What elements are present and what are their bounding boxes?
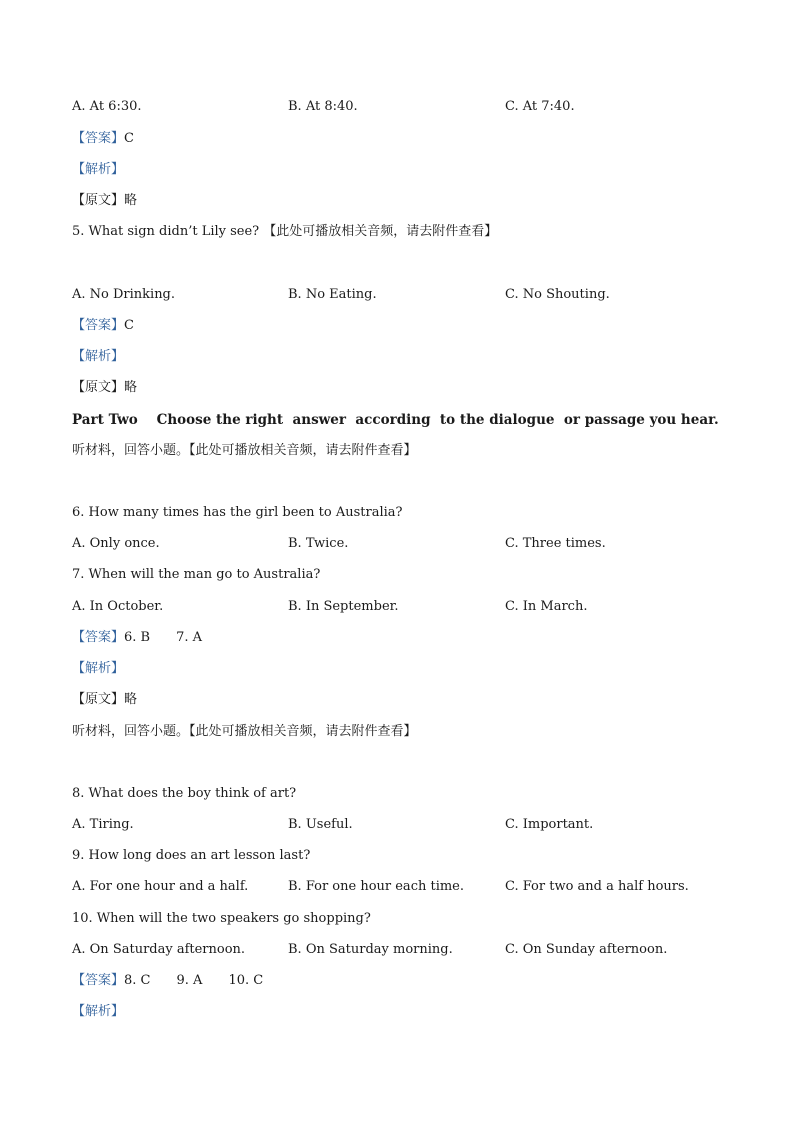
answer-label: 【答案】 <box>72 131 125 146</box>
answer-value: C <box>124 131 134 146</box>
q10-question: 10. When will the two speakers go shopping? <box>72 911 371 926</box>
original-value: 略 <box>124 193 138 208</box>
original-value: 略 <box>124 380 138 395</box>
original-label: 【原文】 <box>72 692 125 707</box>
answer-9: 9. A <box>176 973 203 988</box>
q10-option-a: A. On Saturday afternoon. <box>72 942 246 957</box>
q10-option-b: B. On Saturday morning. <box>288 942 453 957</box>
q4-original <box>72 192 137 210</box>
q810-analysis <box>72 1003 124 1021</box>
answer-8: 8. C <box>124 973 151 988</box>
q5-question <box>72 223 497 241</box>
q67-original <box>72 691 137 709</box>
q5-original <box>72 379 137 397</box>
q4-option-c: C. At 7:40. <box>505 99 575 114</box>
part-two-heading: Part Two Choose the right answer according to the dialogue or passage you hear. <box>72 412 719 428</box>
original-label: 【原文】 <box>72 380 125 395</box>
q4-option-a: A. At 6:30. <box>72 99 142 114</box>
q8-question: 8. What does the boy think of art? <box>72 786 297 801</box>
listen-instruction-2: 听材料，回答小题。【此处可播放相关音频，请去附件查看】 <box>72 724 417 739</box>
q5-option-a: A. No Drinking. <box>72 287 176 302</box>
q5-answer <box>72 317 134 335</box>
q9-option-a: A. For one hour and a half. <box>72 879 249 894</box>
original-value: 略 <box>124 692 138 707</box>
answer-10: 10. C <box>228 973 264 988</box>
q5-option-b: B. No Eating. <box>288 287 377 302</box>
analysis-label: 【解析】 <box>72 1004 125 1019</box>
q4-option-b: B. At 8:40. <box>288 99 358 114</box>
answer-label: 【答案】 <box>72 318 125 333</box>
answer-value: C <box>124 318 134 333</box>
analysis-label: 【解析】 <box>72 349 125 364</box>
answer-label: 【答案】 <box>72 630 125 645</box>
q67-answer <box>72 629 202 647</box>
q9-option-b: B. For one hour each time. <box>288 879 465 894</box>
q7-option-c: C. In March. <box>505 599 588 614</box>
q4-analysis <box>72 161 124 179</box>
original-label: 【原文】 <box>72 193 125 208</box>
listen-instruction-1: 听材料，回答小题。【此处可播放相关音频，请去附件查看】 <box>72 443 417 458</box>
q9-option-c: C. For two and a half hours. <box>505 879 689 894</box>
audio-note: 【此处可播放相关音频，请去附件查看】 <box>263 224 498 239</box>
q8-option-b: B. Useful. <box>288 817 353 832</box>
q5-option-c: C. No Shouting. <box>505 287 610 302</box>
q8-option-a: A. Tiring. <box>72 817 134 832</box>
answer-6: 6. B <box>124 630 151 645</box>
q6-question: 6. How many times has the girl been to Australia? <box>72 505 403 520</box>
q5-analysis <box>72 348 124 366</box>
q6-option-b: B. Twice. <box>288 536 349 551</box>
q6-option-a: A. Only once. <box>72 536 160 551</box>
q6-option-c: C. Three times. <box>505 536 606 551</box>
q10-option-c: C. On Sunday afternoon. <box>505 942 668 957</box>
answer-label: 【答案】 <box>72 973 125 988</box>
analysis-label: 【解析】 <box>72 162 125 177</box>
answer-7: 7. A <box>176 630 203 645</box>
q810-answer <box>72 972 263 990</box>
analysis-label: 【解析】 <box>72 661 125 676</box>
q7-question: 7. When will the man go to Australia? <box>72 567 321 582</box>
q7-option-a: A. In October. <box>72 599 164 614</box>
q9-question: 9. How long does an art lesson last? <box>72 848 311 863</box>
question-text: 5. What sign didn’t Lily see? <box>72 224 260 239</box>
q4-answer <box>72 130 134 148</box>
q67-analysis <box>72 660 124 678</box>
q8-option-c: C. Important. <box>505 817 594 832</box>
q7-option-b: B. In September. <box>288 599 399 614</box>
